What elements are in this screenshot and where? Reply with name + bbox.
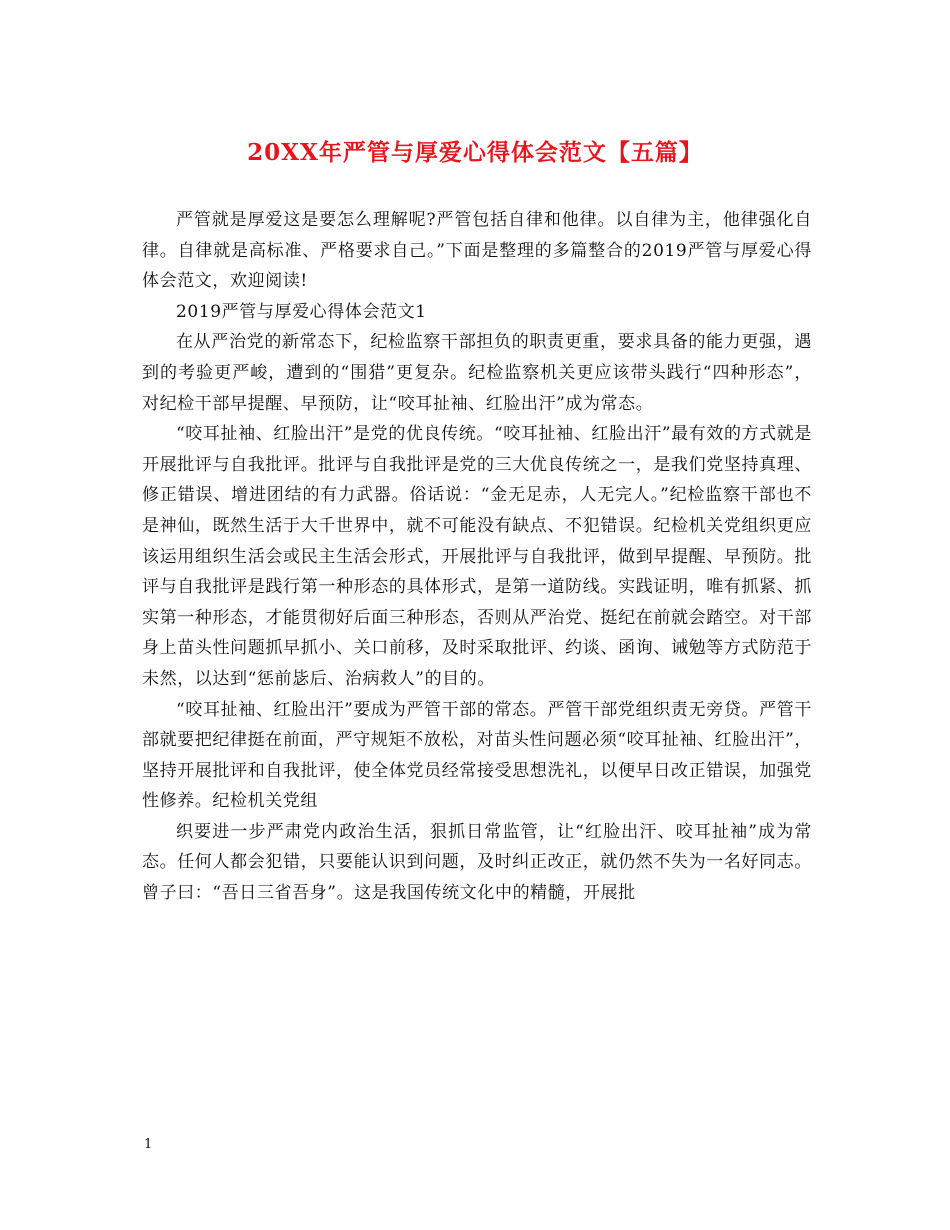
page-number: 1 — [144, 1137, 153, 1152]
intro-paragraph: 严管就是厚爱这是要怎么理解呢?严管包括自律和他律。以自律为主，他律强化自律。自律就是高标准、严格要求自己。”下面是整理的多篇整合的2019严管与厚爱心得体会范文，欢迎阅读! — [142, 210, 812, 292]
section-heading: 2019严管与厚爱心得体会范文1 — [176, 301, 427, 322]
document-body — [142, 205, 812, 909]
body-paragraph: “咬耳扯袖、红脸出汗”要成为严管干部的常态。严管干部党组织责无旁贷。严管干部就要把纪律挺在前面，严守规矩不放松，对苗头性问题必须“咬耳扯袖、红脸出汗”，坚持开展批评和自我批评，使全体党员经常接受思想洗礼，以便早日改正错误，加强党性修养。纪检机关党组 — [142, 699, 812, 812]
body-paragraph: 在从严治党的新常态下，纪检监察干部担负的职责更重，要求具备的能力更强，遇到的考验更严峻，遭到的“围猎”更复杂。纪检监察机关更应该带头践行“四种形态”，对纪检干部早提醒、早预防，让“咬耳扯袖、红脸出汗”成为常态。 — [142, 332, 812, 414]
document-title: 20XX年严管与厚爱心得体会范文【五篇】 — [247, 139, 703, 166]
body-paragraph: 织要进一步严肃党内政治生活，狠抓日常监管，让“红脸出汗、咬耳扯袖”成为常态。任何人都会犯错，只要能认识到问题，及时纠正改正，就仍然不失为一名好同志。曾子曰：“吾日三省吾身”。这是我国传统文化中的精髓，开展批 — [142, 821, 812, 904]
body-paragraph: “咬耳扯袖、红脸出汗”是党的优良传统。“咬耳扯袖、红脸出汗”最有效的方式就是开展批评与自我批评。批评与自我批评是党的三大优良传统之一，是我们党坚持真理、修正错误、增进团结的有力武器。俗话说：“金无足赤，人无完人。”纪检监察干部也不是神仙，既然生活于大千世界中，就不可能没有缺点、不犯错误。纪检机关党组织更应该运用组织生活会或民主生活会形式，开展批评与自我批评，做到早提醒、早预防。批评与自我批评是践行第一种形态的具体形式，是第一道防线。实践证明，唯有抓紧、抓实第一种形态，才能贯彻好后面三种形态，否则从严治党、挺纪在前就会踏空。对干部身上苗头性问题抓早抓小、关口前移，及时采取批评、约谈、函询、诫勉等方式防范于未然，以达到“惩前毖后、治病救人”的目的。 — [142, 424, 812, 689]
